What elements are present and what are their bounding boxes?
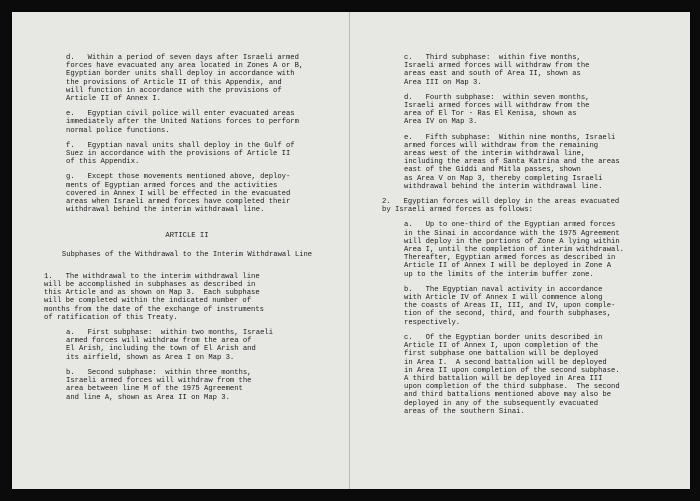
- paragraph-2c: c. Of the Egyptian border units described in Article II of Annex I, upon completion of the first subphase one battalion will be deployed in Area I. A second battalion will be deployed in Area II upon completion of the second subphase. A third battalion will be deployed in Area III upon completion of the third subphase. The second and third battalions mentioned above may also be deployed in any of the subsequently evacuated areas of the southern Sinai.: [404, 333, 620, 416]
- paragraph-2a: a. Up to one-third of the Egyptian armed forces in the Sinai in accordance with the 1975 Agreement will deploy in the portions of Zone A lying within Area I, until the completion of interim withdrawal. Thereafter, Egyptian armed forces as described in Article II of Annex I will be deployed in Zone A up to the limits of the interim buffer zone.: [404, 221, 624, 279]
- article-title: ARTICLE II: [165, 232, 209, 241]
- paragraph-2: 2. Egyptian forces will deploy in the areas evacuated by Israeli armed forces as follows:: [382, 198, 620, 215]
- paragraph-e: e. Fifth subphase: Within nine months, Israeli armed forces will withdraw from the remaining areas west of the interim withdrawal line, including the areas of Santa Katrina and the areas east of the Giddi and Mitla passes, shown as Area V on Map 3, thereby completing Israeli withdrawal behind the interim withdrawal line.: [404, 133, 620, 191]
- paragraph-c: c. Third subphase: within five months, Israeli armed forces will withdraw from the areas east and south of Area II, shown as Area III on Map 3.: [404, 54, 590, 87]
- paragraph-d: d. Fourth subphase: within seven months, Israeli armed forces will withdraw from the area of El Tor - Ras El Kenisa, shown as Area IV on Map 3.: [404, 93, 590, 127]
- paragraph-g: g. Except those movements mentioned above, deploy- ments of Egyptian armed forces and the activities covered in Annex I will be effected in the evacuated areas when Israeli armed forces have completed their withdrawal behind the interim withdrawal line.: [66, 173, 291, 215]
- paragraph-2b: b. The Egyptian naval activity in accordance with Article IV of Annex I will commence along the coasts of Areas II, III, and IV, upon comple- tion of the second, third, and fourth subphases, respectively.: [404, 285, 616, 327]
- paragraph-e: e. Egyptian civil police will enter evacuated areas immediately after the United Nations forces to perform normal police functions.: [66, 110, 299, 135]
- paragraph-f: f. Egyptian naval units shall deploy in the Gulf of Suez in accordance with the provisions of Article II of this Appendix.: [66, 141, 295, 167]
- article-subtitle: Subphases of the Withdrawal to the Interim Withdrawal Line: [61, 250, 313, 259]
- document-sheet: [12, 12, 690, 489]
- paragraph-1: 1. The withdrawal to the interim withdrawal line will be accomplished in subphases as described in this Article and as shown on Map 3. Each subphase will be completed within the indicated number of months from the date of the exchange of instruments of ratification of this Treaty.: [44, 272, 264, 322]
- right-column: [382, 54, 672, 423]
- left-column: [44, 54, 330, 409]
- paragraph-1b: b. Second subphase: within three months, Israeli armed forces will withdraw from the area between line M of the 1975 Agreement and line A, shown as Area II on Map 3.: [66, 368, 252, 402]
- page-fold-line: [349, 12, 350, 489]
- paragraph-1a: a. First subphase: within two months, Israeli armed forces will withdraw from the area of El Arish, including the town of El Arish and its airfield, shown as Area I on Map 3.: [66, 329, 274, 362]
- paragraph-d: d. Within a period of seven days after Israeli armed forces have evacuated any area located in Zones A or B, Egyptian border units shall deploy in accordance with the provisions of Article II of this Appendix, and will function in accordance with the provisions of Article II of Annex I.: [66, 54, 304, 104]
